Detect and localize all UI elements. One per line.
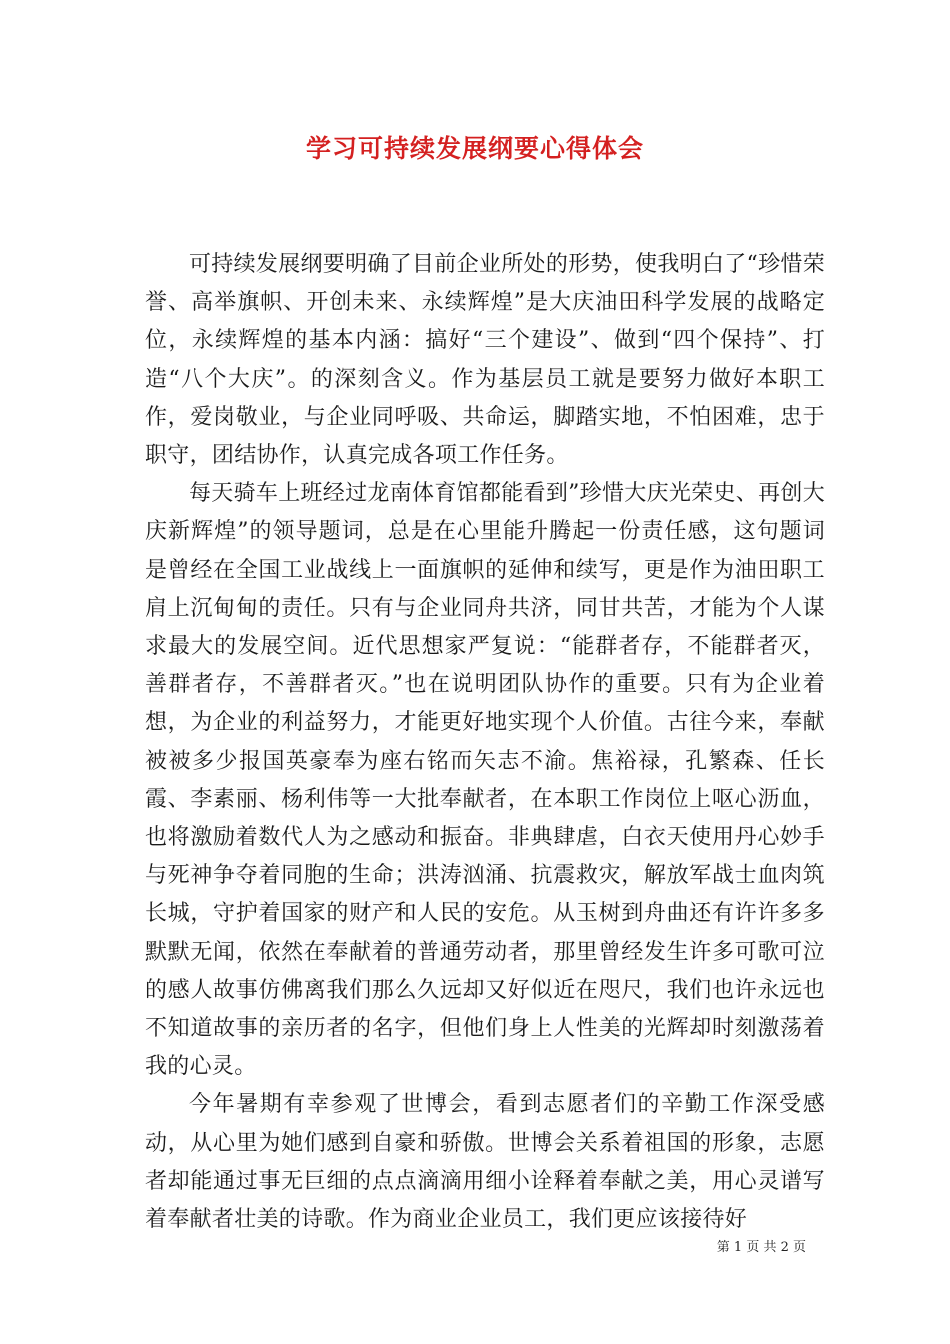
paragraph-1: 可持续发展纲要明确了目前企业所处的形势，使我明白了“珍惜荣誉、高举旗帜、开创未来、永续辉煌”是大庆油田科学发展的战略定位，永续辉煌的基本内涵：搞好“三个建设”、做到“四个保持”、打造“八个大庆”。的深刻含义。作为基层员工就是要努力做好本职工作，爱岗敬业，与企业同呼吸、共命运，脚踏实地，不怕困难，忠于职守，团结协作，认真完成各项工作任务。 (145, 252, 825, 469)
document-body (145, 246, 825, 1239)
page-number-footer: 第 1 页 共 2 页 (716, 1240, 806, 1255)
paragraph-3: 今年暑期有幸参观了世博会，看到志愿者们的辛勤工作深受感动，从心里为她们感到自豪和骄傲。世博会关系着祖国的形象，志愿者却能通过事无巨细的点点滴滴用细小诠释着奉献之美，用心灵谱写着奉献者壮美的诗歌。作为商业企业员工，我们更应该接待好 (145, 1092, 825, 1233)
document-title: 学习可持续发展纲要心得体会 (305, 134, 644, 163)
paragraph-2: 每天骑车上班经过龙南体育馆都能看到”珍惜大庆光荣史、再创大庆新辉煌”的领导题词，总是在心里能升腾起一份责任感，这句题词是曾经在全国工业战线上一面旗帜的延伸和续写，更是作为油田职工肩上沉甸甸的责任。只有与企业同舟共济，同甘共苦，才能为个人谋求最大的发展空间。近代思想家严复说：“能群者存，不能群者灭，善群者存，不善群者灭。”也在说明团队协作的重要。只有为企业着想，为企业的利益努力，才能更好地实现个人价值。古往今来，奉献被被多少报国英豪奉为座右铭而矢志不渝。焦裕禄，孔繁森、任长霞、李素丽、杨利伟等一大批奉献者，在本职工作岗位上呕心沥血，也将激励着数代人为之感动和振奋。非典肆虐，白衣天使用丹心妙手与死神争夺着同胞的生命；洪涛汹涌、抗震救灾，解放军战士血肉筑长城，守护着国家的财产和人民的安危。从玉树到舟曲还有许许多多默默无闻，依然在奉献着的普通劳动者，那里曾经发生许多可歌可泣的感人故事仿佛离我们那么久远却又好似近在咫尺，我们也许永远也不知道故事的亲历者的名字，但他们身上人性美的光辉却时刻激荡着我的心灵。 (145, 481, 825, 1080)
